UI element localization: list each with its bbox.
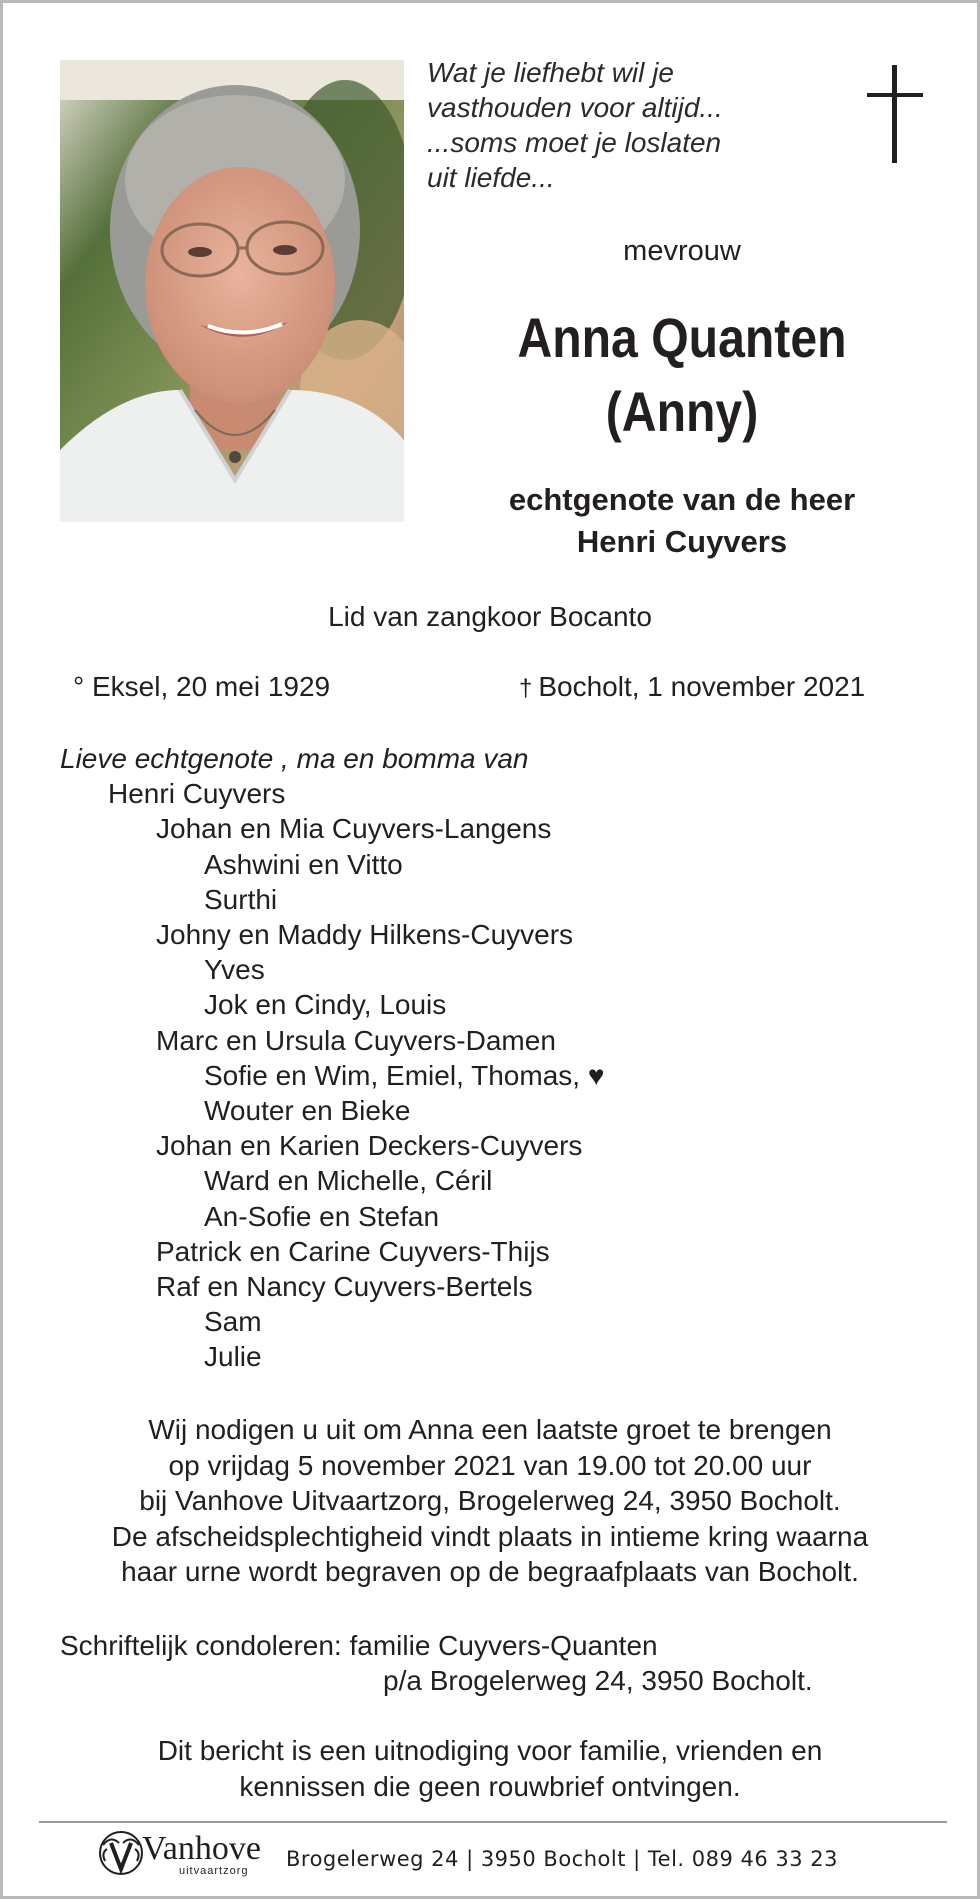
family-member: Ashwini en Vitto <box>204 848 403 880</box>
family-member: Sam <box>204 1306 262 1338</box>
death-text: Bocholt, 1 november 2021 <box>538 671 866 702</box>
deceased-name <box>463 301 902 449</box>
birth-info: ° Eksel, 20 mei 1929 <box>73 671 331 702</box>
family-member: Johan en Karien Deckers-Cuyvers <box>156 1130 583 1162</box>
dagger-icon: † <box>519 675 533 702</box>
v-emblem-icon <box>97 1829 145 1877</box>
spouse-info <box>427 479 937 563</box>
family-member: Henri Cuyvers <box>108 778 286 810</box>
funeral-home-logo <box>97 1829 277 1879</box>
invitation <box>3 1412 977 1590</box>
family-member: Surthi <box>204 883 278 915</box>
family-member: Johan en Mia Cuyvers-Langens <box>156 813 552 845</box>
portrait-illustration <box>60 60 404 522</box>
quote <box>427 55 787 195</box>
family-member: An-Sofie en Stefan <box>204 1200 440 1232</box>
title-prefix: mevrouw <box>623 235 741 267</box>
notice <box>3 1733 977 1804</box>
notice-line: Dit bericht is een uitnodiging voor familie, vrienden en <box>157 1735 823 1766</box>
invitation-line: haar urne wordt begraven op de begraafplaats van Bocholt. <box>121 1556 859 1587</box>
family-member: Marc en Ursula Cuyvers-Damen <box>156 1024 556 1056</box>
family-member: Johny en Maddy Hilkens-Cuyvers <box>156 919 574 951</box>
quote-line: vasthouden voor altijd... <box>427 92 723 123</box>
logo-name: Vanhove <box>142 1830 261 1867</box>
family-member: Yves <box>204 954 265 986</box>
quote-line: uit liefde... <box>427 162 555 193</box>
nickname-line: (Anny) <box>605 380 759 443</box>
family-member: Patrick en Carine Cuyvers-Thijs <box>156 1235 550 1267</box>
death-info <box>519 671 865 703</box>
family-list <box>60 741 920 1375</box>
family-intro: Lieve echtgenote , ma en bomma van <box>60 743 529 774</box>
notice-line: kennissen die geen rouwbrief ontvingen. <box>239 1770 741 1802</box>
family-member: Jok en Cindy, Louis <box>204 989 447 1021</box>
spouse-name: Henri Cuyvers <box>576 524 788 559</box>
invitation-line: op vrijdag 5 november 2021 van 19.00 tot 20.00 uur <box>168 1449 812 1481</box>
spouse-line: echtgenote van de heer <box>508 482 856 517</box>
condolence-line: Schriftelijk condoleren: familie Cuyvers-Quanten <box>60 1630 658 1661</box>
family-member: Ward en Michelle, Céril <box>204 1165 493 1197</box>
invitation-line: Wij nodigen u uit om Anna een laatste groet te brengen <box>148 1414 832 1445</box>
portrait-photo <box>60 60 404 522</box>
logo-subtitle: uitvaartzorg <box>179 1865 249 1877</box>
condolence-address: p/a Brogelerweg 24, 3950 Bocholt. <box>383 1665 813 1696</box>
family-member: Raf en Nancy Cuyvers-Bertels <box>156 1271 533 1303</box>
latin-cross-icon <box>867 65 923 163</box>
family-member: Wouter en Bieke <box>204 1095 411 1127</box>
quote-line: Wat je liefhebt wil je <box>427 57 674 88</box>
name-line: Anna Quanten <box>517 306 847 369</box>
membership: Lid van zangkoor Bocanto <box>328 601 652 632</box>
invitation-line: bij Vanhove Uitvaartzorg, Brogelerweg 24, 3950 Bocholt. <box>139 1485 841 1516</box>
family-member: Julie <box>204 1341 262 1373</box>
quote-line: ...soms moet je loslaten <box>427 127 722 158</box>
family-member: Sofie en Wim, Emiel, Thomas, ♥ <box>204 1059 605 1091</box>
footer-divider <box>39 1821 947 1823</box>
footer-address: Brogelerweg 24 | 3950 Bocholt | Tel. 089 46 33 23 <box>286 1847 839 1871</box>
invitation-line: De afscheidsplechtigheid vindt plaats in intieme kring waarna <box>111 1520 869 1552</box>
